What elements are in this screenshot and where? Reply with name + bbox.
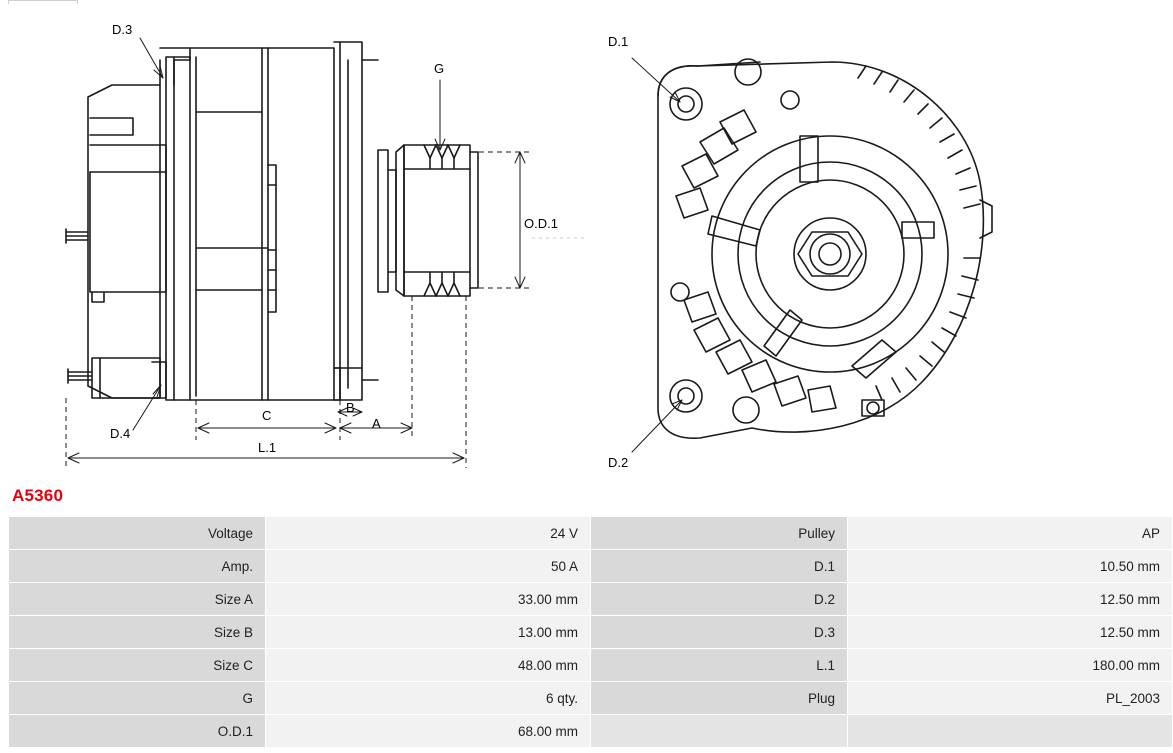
spec-label: D.1 xyxy=(591,550,848,583)
spec-label: Amp. xyxy=(9,550,266,583)
table-row xyxy=(9,715,1173,748)
spec-value: 68.00 mm xyxy=(266,715,591,748)
spec-label: Voltage xyxy=(9,517,266,550)
spec-value: 48.00 mm xyxy=(266,649,591,682)
spec-value: 13.00 mm xyxy=(266,616,591,649)
spec-empty-cell xyxy=(848,715,1173,748)
table-row xyxy=(9,550,1173,583)
spec-value: 180.00 mm xyxy=(848,649,1173,682)
spec-value: 50 A xyxy=(266,550,591,583)
callout-l1-label: L.1 xyxy=(258,440,277,455)
callout-g-label: G xyxy=(434,61,445,76)
spec-value: 12.50 mm xyxy=(848,616,1173,649)
table-row xyxy=(9,517,1173,550)
spec-value: 12.50 mm xyxy=(848,583,1173,616)
spec-label: D.2 xyxy=(591,583,848,616)
table-row xyxy=(9,616,1173,649)
callout-d1-label: D.1 xyxy=(608,34,629,49)
spec-label: Pulley xyxy=(591,517,848,550)
spec-label: G xyxy=(9,682,266,715)
spec-label: Size C xyxy=(9,649,266,682)
callout-d4-label: D.4 xyxy=(110,426,131,441)
callout-d3-label: D.3 xyxy=(112,22,133,37)
spec-label: Size B xyxy=(9,616,266,649)
spec-label: L.1 xyxy=(591,649,848,682)
spec-label: Size A xyxy=(9,583,266,616)
table-row xyxy=(9,583,1173,616)
part-code: A5360 xyxy=(12,486,64,505)
callout-d2-label: D.2 xyxy=(608,455,629,470)
spec-empty-cell xyxy=(591,715,848,748)
spec-value: PL_2003 xyxy=(848,682,1173,715)
spec-value: 6 qty. xyxy=(266,682,591,715)
spec-value: 24 V xyxy=(266,517,591,550)
spec-value: AP xyxy=(848,517,1173,550)
callout-a-label: A xyxy=(372,416,381,431)
callout-c-label: C xyxy=(262,408,272,423)
table-row xyxy=(9,682,1173,715)
callout-od1-label: O.D.1 xyxy=(524,216,558,231)
spec-label: Plug xyxy=(591,682,848,715)
spec-label: O.D.1 xyxy=(9,715,266,748)
table-row xyxy=(9,649,1173,682)
spec-value: 10.50 mm xyxy=(848,550,1173,583)
callout-b-label: B xyxy=(346,400,355,415)
specifications-table xyxy=(8,516,1173,748)
spec-label: D.3 xyxy=(591,616,848,649)
spec-value: 33.00 mm xyxy=(266,583,591,616)
